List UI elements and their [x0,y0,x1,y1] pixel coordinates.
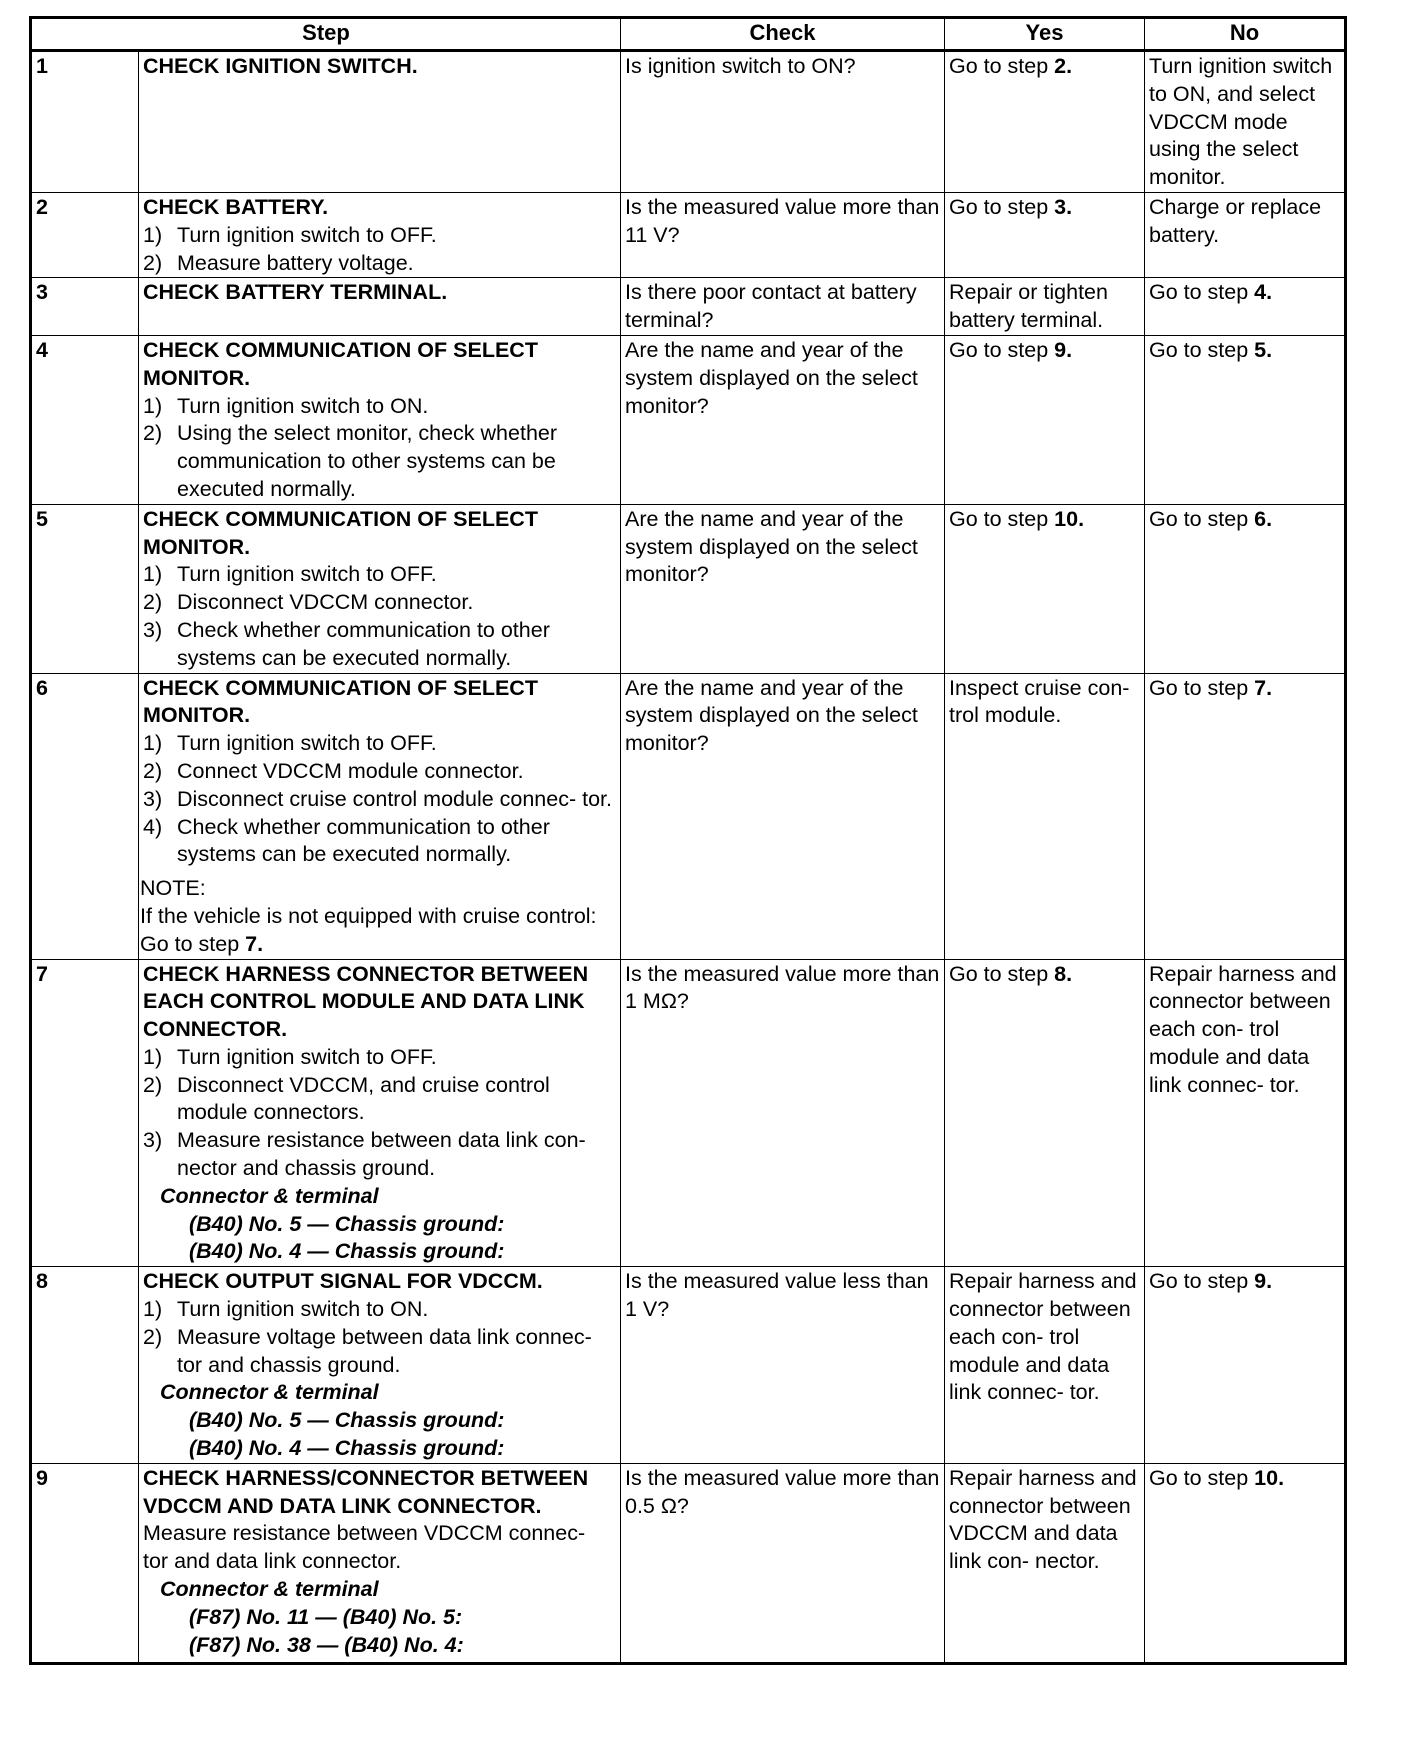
connector-terminal-line: (B40) No. 4 — Chassis ground: [189,1436,505,1461]
yes-cell: Go to step 9. [945,335,1145,504]
substep: 3) Check whether communication to other systems can be executed normally. [143,617,550,670]
substep-list [143,1044,616,1183]
yes-step-ref: 9. [1054,337,1073,362]
yes-cell: Inspect cruise con- trol module. [945,673,1145,959]
table-row [31,1463,1346,1663]
table-row [31,673,1346,959]
step-title: CHECK OUTPUT SIGNAL FOR VDCCM. [143,1269,543,1294]
step-content [139,673,621,959]
substep-list [143,222,616,278]
yes-step-ref: 8. [1054,961,1073,986]
check-cell: Is ignition switch to ON? [621,51,945,193]
step-title: CHECK COMMUNICATION OF SELECT MONITOR. [143,675,538,728]
substep: 2) Measure battery voltage. [143,250,414,275]
step-content [139,278,621,336]
note-label: NOTE: [140,876,206,901]
step-content [139,959,621,1267]
substep: 2) Disconnect VDCCM connector. [143,590,474,615]
substep: 1) Turn ignition switch to OFF. [143,1044,437,1069]
no-step-ref: 10. [1254,1465,1285,1490]
connector-terminal-line: (F87) No. 11 — (B40) No. 5: [189,1604,463,1629]
step-number: 1 [31,51,139,193]
yes-step-ref: 3. [1054,194,1073,219]
no-cell: Go to step 7. [1145,673,1346,959]
yes-cell: Go to step 3. [945,192,1145,277]
step-number: 3 [31,278,139,336]
substep: 3) Disconnect cruise control module connec- tor. [143,786,612,811]
table-header-row [31,18,1346,51]
step-title: CHECK HARNESS CONNECTOR BETWEEN EACH CONTROL MODULE AND DATA LINK CONNECTOR. [143,961,589,1042]
check-cell: Is the measured value more than 11 V? [621,192,945,277]
check-cell: Is the measured value more than 0.5 Ω? [621,1463,945,1663]
yes-step-ref: 10. [1054,506,1085,531]
step-number: 5 [31,504,139,673]
no-cell: Turn ignition switch to ON, and select VDCCM mode using the select monitor. [1145,51,1346,193]
yes-step-ref: 2. [1054,54,1073,78]
step-title: CHECK IGNITION SWITCH. [143,54,418,78]
no-cell: Repair harness and connector between each con- trol module and data link connec- tor. [1145,959,1346,1267]
header-check: Check [621,18,945,51]
no-cell: Go to step 5. [1145,335,1346,504]
substep-list [143,561,616,672]
yes-cell: Repair harness and connector between each con- trol module and data link connec- tor. [945,1267,1145,1464]
step-content [139,192,621,277]
substep: 2) Using the select monitor, check whether communication to other systems can be executed normally. [143,421,558,501]
no-step-ref: 6. [1254,506,1273,531]
header-no: No [1145,18,1346,51]
connector-terminal-line: (B40) No. 5 — Chassis ground: [189,1211,505,1236]
connector-terminal-label: Connector & terminal [160,1380,379,1405]
header-step: Step [31,18,621,51]
no-cell: Go to step 4. [1145,278,1346,336]
substep: 2) Connect VDCCM module connector. [143,758,524,783]
no-cell: Go to step 6. [1145,504,1346,673]
table-row [31,959,1346,1267]
no-cell: Go to step 10. [1145,1463,1346,1663]
table-row [31,504,1346,673]
check-cell: Are the name and year of the system displayed on the select monitor? [621,673,945,959]
table-row [31,278,1346,336]
note-step-ref: 7. [245,931,264,956]
substep-list [143,393,616,504]
substep: 2) Measure voltage between data link connec- tor and chassis ground. [143,1324,592,1377]
step-number: 8 [31,1267,139,1464]
substep: 3) Measure resistance between data link con- nector and chassis ground. [143,1128,586,1181]
connector-terminal-line: (B40) No. 5 — Chassis ground: [189,1408,505,1433]
yes-cell [945,51,1145,193]
check-cell: Is the measured value more than 1 MΩ? [621,959,945,1267]
table-row [31,1267,1346,1464]
note-text: If the vehicle is not equipped with cruise control: Go to step 7. [140,903,597,956]
step-content [139,1267,621,1464]
no-step-ref: 4. [1254,280,1273,305]
no-cell: Charge or replace battery. [1145,192,1346,277]
substep-list [143,730,616,869]
check-cell: Is there poor contact at battery terminal? [621,278,945,336]
step-title: CHECK BATTERY. [143,194,329,219]
no-step-ref: 7. [1254,675,1273,700]
step-title: CHECK COMMUNICATION OF SELECT MONITOR. [143,506,538,559]
step-number: 7 [31,959,139,1267]
step-body: Measure resistance between VDCCM connec- tor and data link connector. [143,1521,586,1574]
table-row [31,192,1346,277]
no-cell: Go to step 9. [1145,1267,1346,1464]
step-title: CHECK HARNESS/CONNECTOR BETWEEN VDCCM AND DATA LINK CONNECTOR. [143,1465,589,1518]
substep: 1) Turn ignition switch to OFF. [143,562,437,587]
step-number: 6 [31,673,139,959]
check-cell: Is the measured value less than 1 V? [621,1267,945,1464]
step-title: CHECK BATTERY TERMINAL. [143,280,448,305]
connector-terminal-label: Connector & terminal [160,1183,379,1208]
substep: 1) Turn ignition switch to ON. [143,1297,429,1322]
check-cell: Are the name and year of the system displayed on the select monitor? [621,504,945,673]
yes-cell: Repair or tighten battery terminal. [945,278,1145,336]
step-number: 9 [31,1463,139,1663]
connector-terminal-label: Connector & terminal [160,1577,379,1602]
step-title: CHECK COMMUNICATION OF SELECT MONITOR. [143,337,538,390]
substep: 1) Turn ignition switch to OFF. [143,731,437,756]
yes-cell: Go to step 10. [945,504,1145,673]
step-content [139,51,621,193]
table-row [31,51,1346,193]
step-content [139,335,621,504]
header-yes: Yes [945,18,1145,51]
no-step-ref: 5. [1254,337,1273,362]
yes-cell: Go to step 8. [945,959,1145,1267]
step-content [139,504,621,673]
step-content [139,1463,621,1663]
substep: 2) Disconnect VDCCM, and cruise control module connectors. [143,1072,550,1125]
substep-list [143,1296,616,1379]
substep: 4) Check whether communication to other systems can be executed normally. [143,814,550,867]
step-number: 4 [31,335,139,504]
diagnostic-table [29,16,1347,1665]
yes-text: Go to step [949,54,1055,78]
check-cell: Are the name and year of the system displayed on the select monitor? [621,335,945,504]
substep: 1) Turn ignition switch to OFF. [143,222,437,247]
connector-terminal-line: (B40) No. 4 — Chassis ground: [189,1239,505,1264]
table-row [31,335,1346,504]
no-step-ref: 9. [1254,1269,1273,1294]
yes-cell: Repair harness and connector between VDCCM and data link con- nector. [945,1463,1145,1663]
step-number: 2 [31,192,139,277]
substep: 1) Turn ignition switch to ON. [143,393,429,418]
connector-terminal-line: (F87) No. 38 — (B40) No. 4: [189,1632,464,1657]
